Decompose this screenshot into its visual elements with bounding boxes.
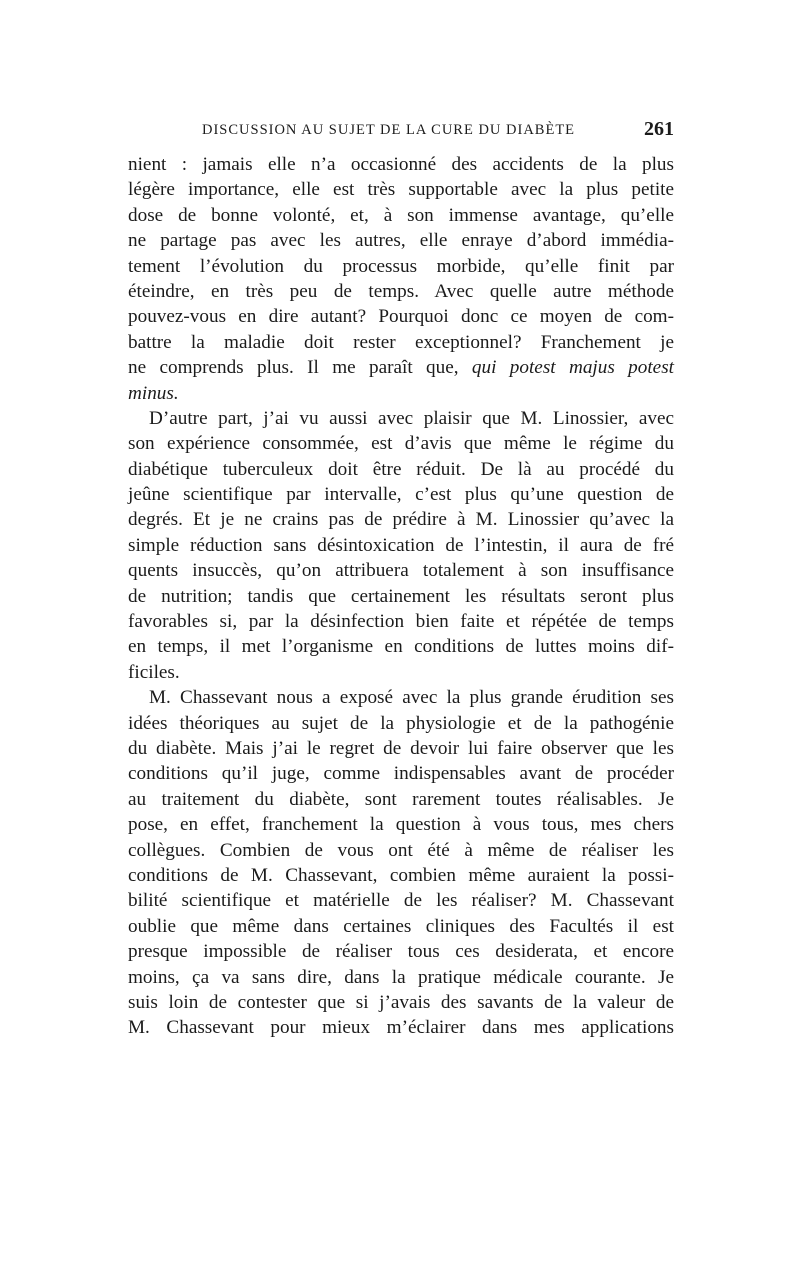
text-line: suis loin de contester que si j’avais des savants de la valeur de xyxy=(128,991,674,1013)
page-header xyxy=(128,118,674,148)
latin-quote-end: minus. xyxy=(128,382,179,404)
text-line: simple réduction sans désintoxication de l’intestin, il aura de fré xyxy=(128,534,674,556)
text-line: tement l’évolution du processus morbide, qu’elle finit par xyxy=(128,255,674,277)
text-line: moins, ça va sans dire, dans la pratique médicale courante. Je xyxy=(128,966,674,988)
text-line: au traitement du diabète, sont rarement toutes réalisables. Je xyxy=(128,788,674,810)
text-line: presque impossible de réaliser tous ces desiderata, et encore xyxy=(128,941,674,963)
text-line: éteindre, en très peu de temps. Avec quelle autre méthode xyxy=(128,280,674,302)
text-line xyxy=(128,381,674,406)
text-line: diabétique tuberculeux doit être réduit. De là au procédé du xyxy=(128,458,674,480)
text-line: degrés. Et je ne crains pas de prédire à M. Linossier qu’avec la xyxy=(128,509,674,531)
text-line: battre la maladie doit rester exceptionnel? Franchement je xyxy=(128,331,674,353)
text-line: ficiles. xyxy=(128,661,180,683)
text-line: jeûne scientifique par intervalle, c’est plus qu’une question de xyxy=(128,484,674,506)
text-line: nient : jamais elle n’a occasionné des accidents de la plus xyxy=(128,154,674,175)
text-line: conditions qu’il juge, comme indispensables avant de procéder xyxy=(128,763,674,785)
text-line: son expérience consommée, est d’avis que même le régime du xyxy=(128,433,674,455)
text-line: D’autre part, j’ai vu aussi avec plaisir que M. Linossier, avec xyxy=(149,407,674,429)
text-line: du diabète. Mais j’ai le regret de devoir lui faire observer que les xyxy=(128,737,674,759)
text-line: pouvez-vous en dire autant? Pourquoi donc ce moyen de com- xyxy=(128,306,674,328)
text-line: quents insuccès, qu’on attribuera totalement à son insuffisance xyxy=(128,560,674,582)
text-line: oublie que même dans certaines cliniques des Facultés il est xyxy=(128,915,674,937)
text-line: conditions de M. Chassevant, combien même auraient la possi- xyxy=(128,864,674,886)
text-line: collègues. Combien de vous ont été à même de réaliser les xyxy=(128,839,674,861)
text-line: M. Chassevant pour mieux m’éclairer dans mes applications xyxy=(128,1017,674,1039)
text-line: en temps, il met l’organisme en conditions de luttes moins dif- xyxy=(128,636,674,658)
text-line xyxy=(128,355,674,380)
text-line: légère importance, elle est très supportable avec la plus petite xyxy=(128,179,674,201)
text-line: pose, en effet, franchement la question à vous tous, mes chers xyxy=(128,814,674,836)
running-title: DISCUSSION AU SUJET DE LA CURE DU DIABÈTE xyxy=(202,122,576,138)
text-line: ne partage pas avec les autres, elle enraye d’abord immédia- xyxy=(128,230,674,252)
text-line: dose de bonne volonté, et, à son immense avantage, qu’elle xyxy=(128,204,674,226)
text-segment: ne comprends plus. Il me paraît que, xyxy=(128,357,472,379)
body-text xyxy=(128,152,674,1041)
latin-quote: qui potest majus potest xyxy=(471,357,674,379)
text-line: bilité scientifique et matérielle de les réaliser? M. Chassevant xyxy=(128,890,674,912)
page-number: 261 xyxy=(644,118,674,140)
text-line: M. Chassevant nous a exposé avec la plus grande érudition ses xyxy=(149,687,674,709)
text-line: de nutrition; tandis que certainement les résultats seront plus xyxy=(128,585,674,607)
text-line: favorables si, par la désinfection bien faite et répétée de temps xyxy=(128,611,674,633)
text-line: idées théoriques au sujet de la physiologie et de la pathogénie xyxy=(128,712,674,734)
